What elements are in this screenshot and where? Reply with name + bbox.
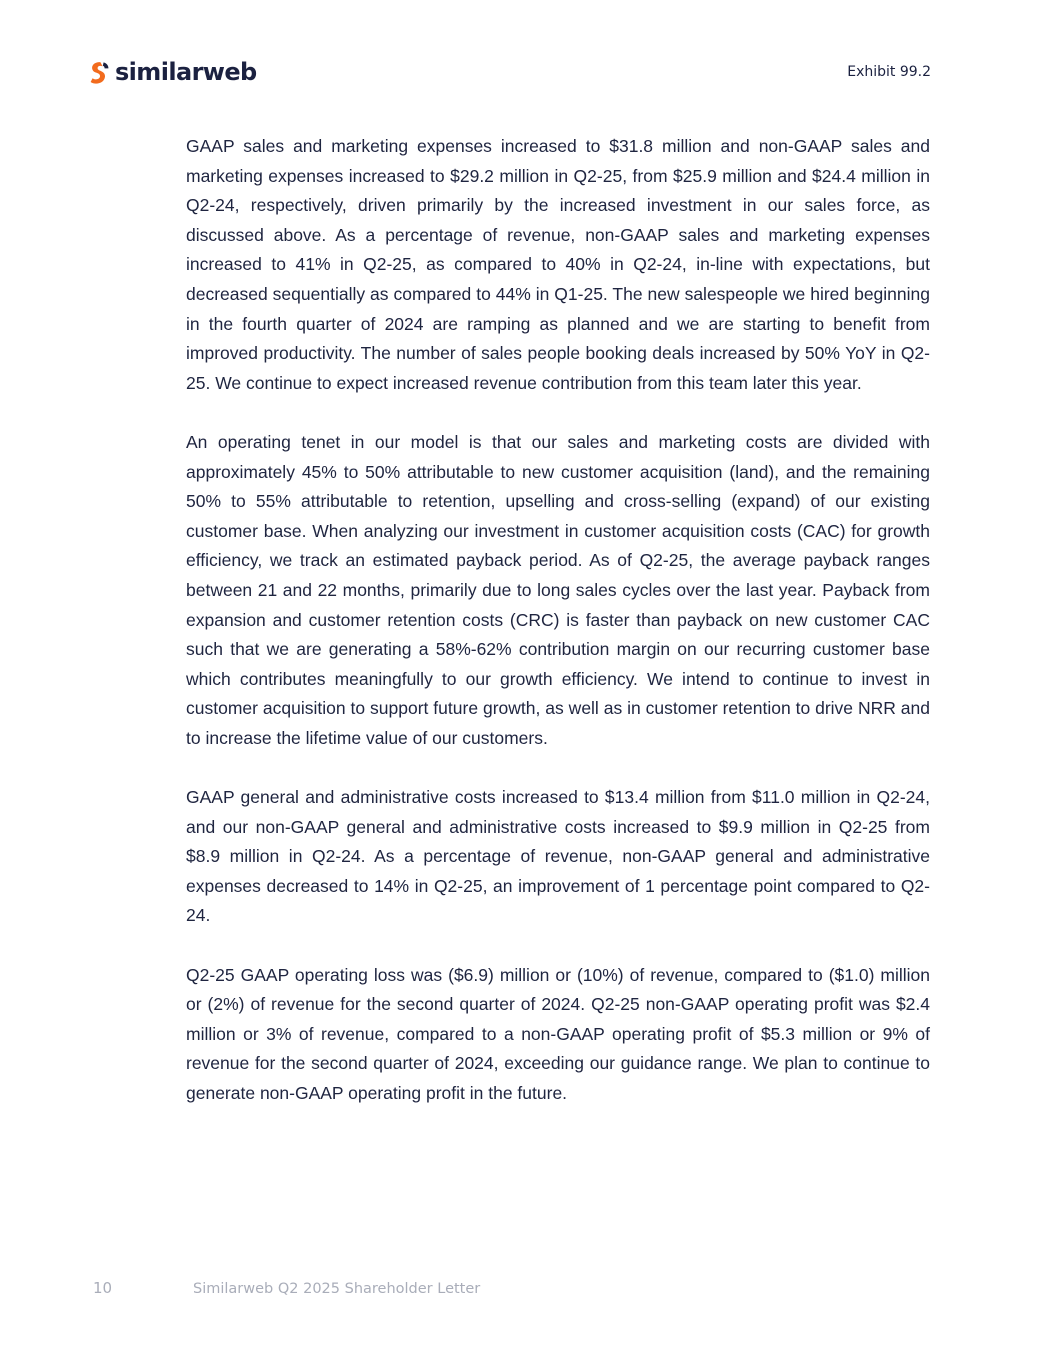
brand-name: similarweb: [115, 58, 257, 86]
similarweb-logo: [88, 58, 257, 86]
footer-document-title: Similarweb Q2 2025 Shareholder Letter: [193, 1281, 481, 1297]
page-number: 10: [93, 1279, 113, 1297]
paragraph-general-administrative: GAAP general and administrative costs increased to $13.4 million from $11.0 million in Q2-24, and our non-GAAP general and administrative costs increased to $9.9 million in Q2-25 from $8.9 million in Q2-24. As a percentage of revenue, non-GAAP general and administrative expenses decreased to 14% in Q2-25, an improvement of 1 percentage point compared to Q2-24.: [186, 787, 930, 926]
page-header: [0, 0, 1055, 110]
similarweb-logo-mark-icon: [88, 59, 110, 85]
exhibit-label: Exhibit 99.2: [847, 64, 931, 80]
paragraph-operating-loss: Q2-25 GAAP operating loss was ($6.9) million or (10%) of revenue, compared to ($1.0) million or (2%) of revenue for the second quarter of 2024. Q2-25 non-GAAP operating profit was $2.4 million or 3% of revenue, compared to a non-GAAP operating profit of $5.3 million or 9% of revenue for the second quarter of 2024, exceeding our guidance range. We plan to continue to generate non-GAAP operating profit in the future.: [186, 964, 930, 1103]
paragraph-sales-marketing: GAAP sales and marketing expenses increased to $31.8 million and non-GAAP sales and marketing expenses increased to $29.2 million in Q2-25, from $25.9 million and $24.4 million in Q2-24, respectively, driven primarily by the increased investment in our sales force, as discussed above. As a percentage of revenue, non-GAAP sales and marketing expenses increased to 41% in Q2-25, as compared to 40% in Q2-24, in-line with expectations, but decreased sequentially as compared to 44% in Q1-25. The new salespeople we hired beginning in the fourth quarter of 2024 are ramping as planned and we are starting to benefit from improved productivity. The number of sales people booking deals increased by 50% YoY in Q2-25. We continue to expect increased revenue contribution from this team later this year.: [186, 136, 930, 393]
letter-body: [186, 132, 930, 1138]
paragraph-operating-tenet: An operating tenet in our model is that our sales and marketing costs are divided with approximately 45% to 50% attributable to new customer acquisition (land), and the remaining 50% to 55% attributable to retention, upselling and cross-selling (expand) of our existing customer base. When analyzing our investment in customer acquisition costs (CAC) for growth efficiency, we track an estimated payback period. As of Q2-25, the average payback ranges between 21 and 22 months, primarily due to long sales cycles over the last year. Payback from expansion and customer retention costs (CRC) is faster than payback on new customer CAC such that we are generating a 58%-62% contribution margin on our recurring customer base which contributes meaningfully to our growth efficiency. We intend to continue to invest in customer acquisition to support future growth, as well as in customer retention to drive NRR and to increase the lifetime value of our customers.: [186, 431, 930, 748]
